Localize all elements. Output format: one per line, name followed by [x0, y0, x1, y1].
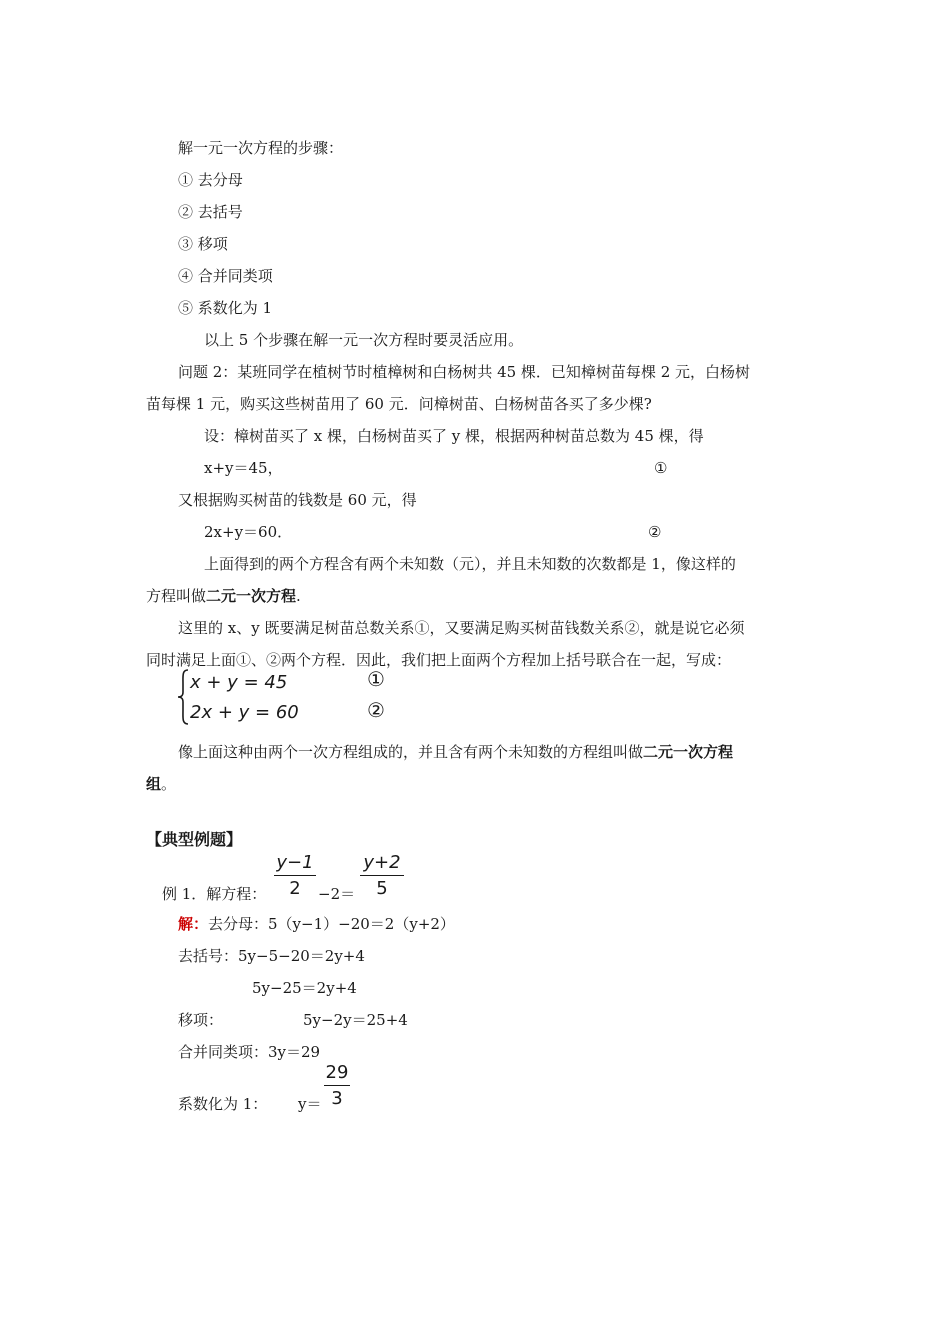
problem2-line1: 问题 2：某班同学在植树节时植樟树和白杨树共 45 棵．已知樟树苗每棵 2 元，白杨树	[178, 363, 751, 381]
problem2-cost: 又根据购买树苗的钱数是 60 元，得	[178, 491, 417, 509]
step-item-5: ⑤ 系数化为 1	[178, 299, 273, 317]
system-mark-2: ②	[367, 698, 385, 722]
system-def-line1: 像上面这种由两个一次方程组成的，并且含有两个未知数的方程组叫做二元一次方程	[178, 743, 734, 761]
step-item-1: ① 去分母	[178, 171, 243, 189]
steps-heading: 解一元一次方程的步骤：	[178, 139, 344, 157]
solution-step1: 解：去分母：5（y−1）−20＝2（y+2）	[178, 915, 455, 933]
step-item-3: ③ 移项	[178, 235, 228, 253]
system-brace	[176, 668, 190, 726]
definition-line2: 方程叫做二元一次方程.	[146, 587, 301, 605]
equation-2: 2x+y＝60．	[204, 523, 293, 541]
equation-1-mark: ①	[654, 459, 668, 477]
problem2-line2: 苗每棵 1 元，购买这些树苗用了 60 元．问樟树苗、白杨树苗各买了多少棵?	[146, 395, 652, 413]
fraction-1: y−1 2	[274, 852, 316, 900]
solution-step3: 5y−25＝2y+4	[252, 979, 357, 997]
step-item-4: ④ 合并同类项	[178, 267, 273, 285]
solution-step6-label: 系数化为 1：	[178, 1095, 268, 1113]
problem2-let: 设：樟树苗买了 x 棵，白杨树苗买了 y 棵，根据两种树苗总数为 45 棵，得	[204, 427, 704, 445]
steps-note: 以上 5 个步骤在解一元一次方程时要灵活应用。	[204, 331, 524, 349]
solution-step6-var: y＝	[298, 1095, 322, 1113]
step-item-2: ② 去括号	[178, 203, 243, 221]
system-def-line2: 组。	[146, 775, 177, 793]
solution-label: 解：	[178, 915, 209, 933]
example1-label: 例 1．解方程：	[162, 885, 267, 903]
system-line1: 这里的 x、y 既要满足树苗总数关系①，又要满足购买树苗钱数关系②，就是说它必须	[178, 619, 745, 637]
solution-step2: 去括号：5y−5−20＝2y+4	[178, 947, 365, 965]
solution-step5: 合并同类项：3y＝29	[178, 1043, 321, 1061]
system-mark-1: ①	[367, 667, 385, 691]
system-line2: 同时满足上面①、②两个方程．因此，我们把上面两个方程加上括号联合在一起，写成：	[146, 651, 732, 669]
definition-line1: 上面得到的两个方程含有两个未知数（元），并且未知数的次数都是 1，像这样的	[204, 555, 736, 573]
equation-2-mark: ②	[648, 523, 662, 541]
examples-heading: 【典型例题】	[146, 830, 243, 849]
solution-step4-label: 移项：	[178, 1011, 224, 1029]
system-eq2: 2x + y = 60	[190, 702, 299, 723]
fraction-2: y+2 5	[360, 852, 404, 900]
term-linear-eq: 二元一次方程	[206, 587, 297, 605]
system-eq1: x + y = 45	[190, 672, 288, 693]
answer-fraction: 29 3	[325, 1062, 349, 1109]
equation-1: x+y＝45，	[204, 459, 283, 477]
solution-step4: 5y−2y＝25+4	[303, 1011, 408, 1029]
example1-mid: −2＝	[318, 885, 356, 903]
